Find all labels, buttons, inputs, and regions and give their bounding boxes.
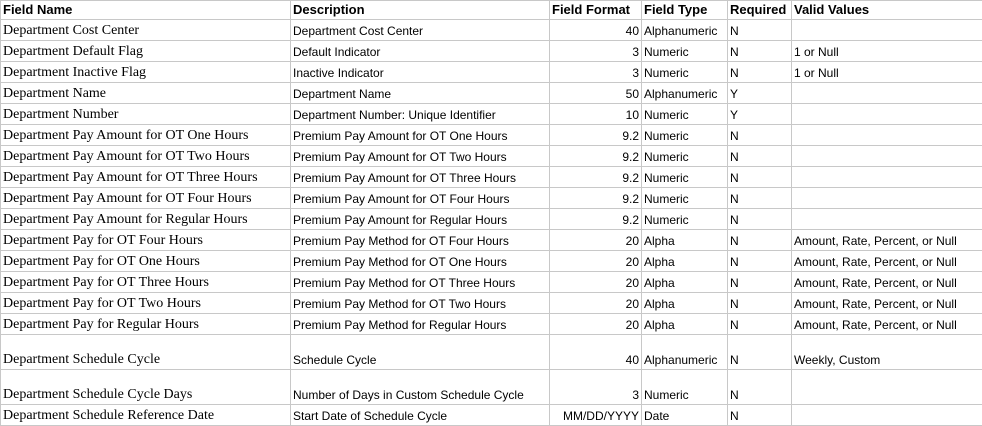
cell-description: Premium Pay Method for Regular Hours — [291, 314, 550, 335]
cell-field-name: Department Cost Center — [1, 20, 291, 41]
cell-description: Premium Pay Method for OT Four Hours — [291, 230, 550, 251]
cell-field-format: 3 — [550, 41, 642, 62]
cell-field-type: Alphanumeric — [642, 335, 728, 370]
cell-description: Default Indicator — [291, 41, 550, 62]
header-field-name: Field Name — [1, 1, 291, 20]
cell-required: N — [728, 370, 792, 405]
table-row — [1, 251, 982, 272]
header-row — [1, 1, 982, 20]
cell-description: Premium Pay Amount for OT One Hours — [291, 125, 550, 146]
cell-field-type: Numeric — [642, 104, 728, 125]
cell-field-name: Department Pay for OT One Hours — [1, 251, 291, 272]
header-field-type: Field Type — [642, 1, 728, 20]
cell-field-format: 20 — [550, 272, 642, 293]
cell-field-format: 9.2 — [550, 125, 642, 146]
cell-valid-values — [792, 209, 982, 230]
cell-required: N — [728, 209, 792, 230]
cell-required: N — [728, 146, 792, 167]
cell-field-format: 3 — [550, 62, 642, 83]
cell-field-type: Alpha — [642, 314, 728, 335]
cell-valid-values — [792, 146, 982, 167]
header-valid-values: Valid Values — [792, 1, 982, 20]
cell-valid-values — [792, 370, 982, 405]
cell-field-name: Department Name — [1, 83, 291, 104]
cell-field-name: Department Inactive Flag — [1, 62, 291, 83]
cell-valid-values — [792, 83, 982, 104]
cell-field-format: 9.2 — [550, 188, 642, 209]
cell-field-type: Date — [642, 405, 728, 426]
cell-valid-values — [792, 405, 982, 426]
table-row — [1, 83, 982, 104]
cell-valid-values — [792, 125, 982, 146]
cell-field-format: 9.2 — [550, 167, 642, 188]
table-row — [1, 146, 982, 167]
cell-description: Department Number: Unique Identifier — [291, 104, 550, 125]
cell-field-type: Numeric — [642, 188, 728, 209]
cell-description: Department Name — [291, 83, 550, 104]
cell-field-name: Department Pay Amount for OT Two Hours — [1, 146, 291, 167]
cell-description: Inactive Indicator — [291, 62, 550, 83]
table-row — [1, 167, 982, 188]
cell-field-type: Alpha — [642, 251, 728, 272]
cell-field-name: Department Pay Amount for OT One Hours — [1, 125, 291, 146]
cell-field-type: Alphanumeric — [642, 20, 728, 41]
cell-required: N — [728, 41, 792, 62]
cell-field-name: Department Pay Amount for OT Three Hours — [1, 167, 291, 188]
cell-field-name: Department Default Flag — [1, 41, 291, 62]
cell-description: Premium Pay Amount for OT Four Hours — [291, 188, 550, 209]
cell-valid-values: Weekly, Custom — [792, 335, 982, 370]
cell-field-type: Numeric — [642, 41, 728, 62]
cell-required: N — [728, 272, 792, 293]
cell-valid-values — [792, 188, 982, 209]
cell-valid-values — [792, 104, 982, 125]
cell-valid-values: 1 or Null — [792, 41, 982, 62]
cell-description: Premium Pay Method for OT Three Hours — [291, 272, 550, 293]
cell-field-format: 9.2 — [550, 146, 642, 167]
cell-required: N — [728, 335, 792, 370]
cell-valid-values — [792, 20, 982, 41]
header-required: Required — [728, 1, 792, 20]
cell-field-name: Department Number — [1, 104, 291, 125]
table-row — [1, 314, 982, 335]
cell-field-name: Department Pay Amount for Regular Hours — [1, 209, 291, 230]
cell-valid-values — [792, 167, 982, 188]
table-row — [1, 272, 982, 293]
header-field-format: Field Format — [550, 1, 642, 20]
cell-field-name: Department Schedule Reference Date — [1, 405, 291, 426]
table-row — [1, 20, 982, 41]
cell-field-name: Department Pay for Regular Hours — [1, 314, 291, 335]
cell-required: N — [728, 230, 792, 251]
cell-field-format: 10 — [550, 104, 642, 125]
table-row — [1, 293, 982, 314]
cell-field-format: 40 — [550, 335, 642, 370]
cell-required: N — [728, 405, 792, 426]
cell-field-name: Department Pay for OT Three Hours — [1, 272, 291, 293]
cell-field-type: Alpha — [642, 293, 728, 314]
cell-field-format: 9.2 — [550, 209, 642, 230]
cell-field-name: Department Schedule Cycle — [1, 335, 291, 370]
cell-description: Premium Pay Amount for Regular Hours — [291, 209, 550, 230]
cell-required: N — [728, 125, 792, 146]
cell-field-name: Department Pay Amount for OT Four Hours — [1, 188, 291, 209]
cell-description: Schedule Cycle — [291, 335, 550, 370]
cell-required: Y — [728, 104, 792, 125]
cell-required: N — [728, 188, 792, 209]
cell-field-format: 50 — [550, 83, 642, 104]
cell-description: Department Cost Center — [291, 20, 550, 41]
cell-field-format: 20 — [550, 314, 642, 335]
header-description: Description — [291, 1, 550, 20]
cell-required: N — [728, 251, 792, 272]
cell-required: Y — [728, 83, 792, 104]
table-row — [1, 62, 982, 83]
cell-field-format: 20 — [550, 251, 642, 272]
cell-field-type: Numeric — [642, 146, 728, 167]
cell-valid-values: 1 or Null — [792, 62, 982, 83]
cell-field-type: Numeric — [642, 370, 728, 405]
cell-field-format: 3 — [550, 370, 642, 405]
cell-field-type: Numeric — [642, 209, 728, 230]
cell-description: Premium Pay Method for OT One Hours — [291, 251, 550, 272]
cell-required: N — [728, 167, 792, 188]
cell-required: N — [728, 20, 792, 41]
cell-required: N — [728, 293, 792, 314]
cell-field-type: Alpha — [642, 272, 728, 293]
cell-field-name: Department Pay for OT Four Hours — [1, 230, 291, 251]
cell-valid-values: Amount, Rate, Percent, or Null — [792, 272, 982, 293]
cell-field-format: 20 — [550, 230, 642, 251]
cell-description: Premium Pay Method for OT Two Hours — [291, 293, 550, 314]
cell-description: Number of Days in Custom Schedule Cycle — [291, 370, 550, 405]
table-row — [1, 370, 982, 405]
table-row — [1, 125, 982, 146]
cell-field-type: Numeric — [642, 167, 728, 188]
cell-field-format: 20 — [550, 293, 642, 314]
table-row — [1, 209, 982, 230]
cell-field-name: Department Schedule Cycle Days — [1, 370, 291, 405]
cell-field-name: Department Pay for OT Two Hours — [1, 293, 291, 314]
cell-required: N — [728, 62, 792, 83]
table-row — [1, 41, 982, 62]
table-row — [1, 188, 982, 209]
cell-valid-values: Amount, Rate, Percent, or Null — [792, 293, 982, 314]
cell-field-type: Alpha — [642, 230, 728, 251]
cell-field-type: Numeric — [642, 62, 728, 83]
cell-field-type: Numeric — [642, 125, 728, 146]
cell-field-format: 40 — [550, 20, 642, 41]
cell-field-format: MM/DD/YYYY — [550, 405, 642, 426]
cell-description: Premium Pay Amount for OT Three Hours — [291, 167, 550, 188]
table-row — [1, 335, 982, 370]
cell-description: Start Date of Schedule Cycle — [291, 405, 550, 426]
table-row — [1, 230, 982, 251]
cell-required: N — [728, 314, 792, 335]
table-row — [1, 405, 982, 426]
cell-valid-values: Amount, Rate, Percent, or Null — [792, 230, 982, 251]
cell-description: Premium Pay Amount for OT Two Hours — [291, 146, 550, 167]
cell-field-type: Alphanumeric — [642, 83, 728, 104]
cell-valid-values: Amount, Rate, Percent, or Null — [792, 314, 982, 335]
table-row — [1, 104, 982, 125]
cell-valid-values: Amount, Rate, Percent, or Null — [792, 251, 982, 272]
